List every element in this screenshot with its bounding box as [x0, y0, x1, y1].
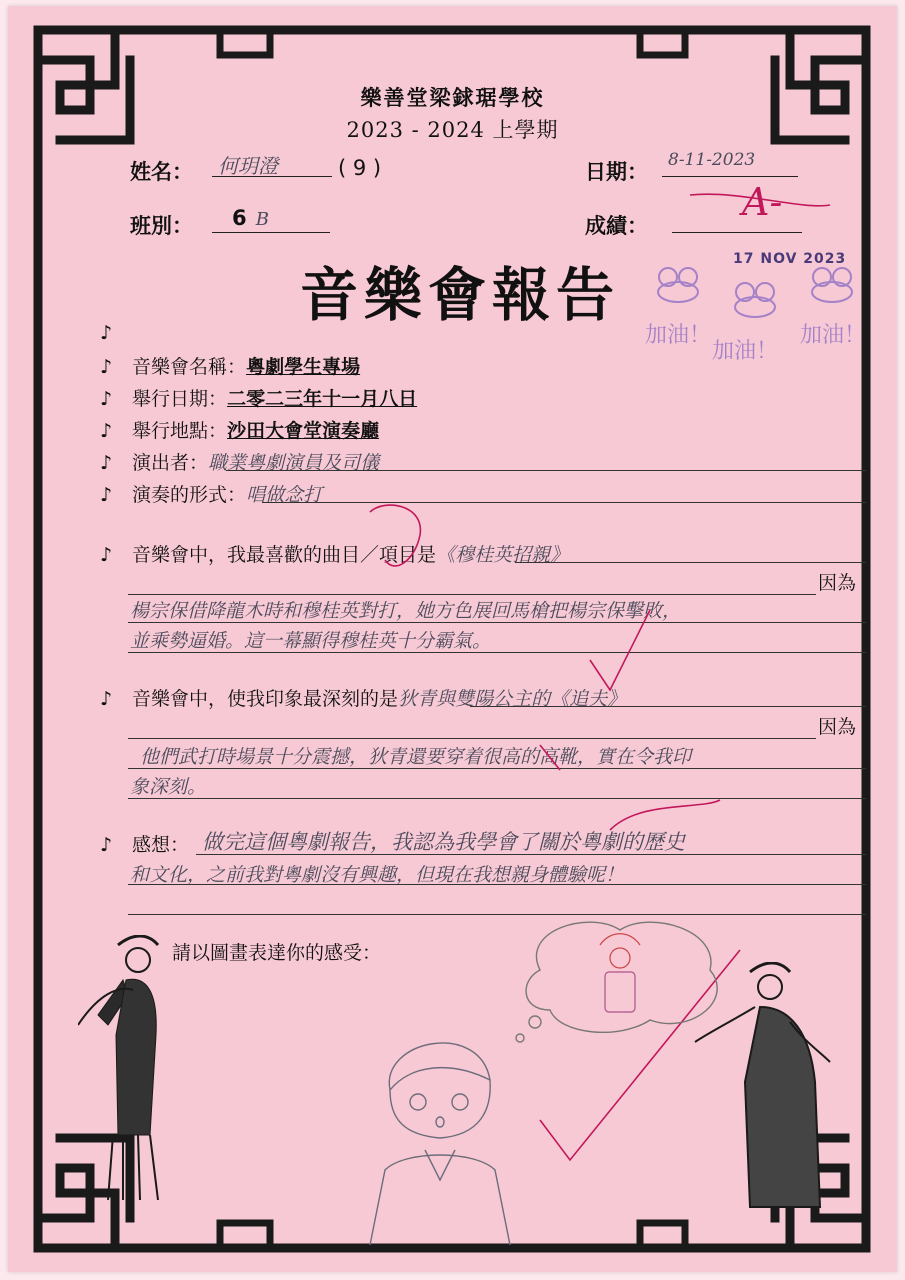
school-name: 樂善堂梁銶琚學校	[360, 85, 545, 110]
item-answer: 唱做念打	[246, 484, 323, 506]
opera-figure-left-illustration	[78, 935, 178, 1205]
student-self-portrait-drawing	[360, 1020, 520, 1250]
item-label: 舉行地點：	[132, 420, 228, 442]
item-answer: 二零二三年十一月八日	[227, 388, 418, 410]
name-label: 姓名：	[130, 160, 193, 184]
item-label: 演出者：	[132, 452, 209, 474]
date-value: 8-11-2023	[668, 150, 756, 170]
music-note-icon: ♪	[100, 388, 113, 410]
term-label: 2023 - 2024 上學期	[346, 118, 559, 142]
stamp-cheer-1: 加油！	[645, 323, 712, 348]
impression-reason-line-2: 象深刻。	[130, 776, 207, 798]
class-label: 班別：	[130, 214, 193, 238]
item-answer: 粵劇學生專場	[246, 356, 361, 378]
report-title: 音樂會報告	[300, 261, 621, 329]
drawing-prompt: 請以圖畫表達你的感受：	[172, 942, 382, 964]
music-note-icon: ♪	[100, 688, 113, 710]
stamp-cheer-3: 加油！	[800, 323, 867, 348]
music-note-icon: ♪	[100, 356, 113, 378]
music-note-icon: ♪	[100, 322, 113, 344]
favourite-reason-line-2: 並乘勢逼婚。這一幕顯得穆桂英十分霸氣。	[130, 630, 492, 652]
grade-label: 成績：	[585, 214, 648, 238]
class-value: 6	[232, 206, 247, 230]
class-value-hand: B	[255, 209, 269, 230]
favourite-reason-line-1: 楊宗保借降龍木時和穆桂英對打，她方色展回馬槍把楊宗保擊敗，	[130, 600, 682, 622]
item-answer: 沙田大會堂演奏廳	[227, 420, 380, 442]
opera-figure-right-illustration	[690, 962, 840, 1212]
music-note-icon: ♪	[100, 420, 113, 442]
impression-answer: 狄青與雙陽公主的《追夫》	[398, 688, 627, 710]
stamp-date: 17 NOV 2023	[733, 251, 847, 267]
item-label: 音樂會名稱：	[132, 356, 247, 378]
music-note-icon: ♪	[100, 544, 113, 566]
feeling-line-1: 做完這個粵劇報告，我認為我學會了關於粵劇的歷史	[202, 830, 685, 854]
music-note-icon: ♪	[100, 834, 113, 856]
favourite-because: 因為	[818, 572, 857, 594]
item-answer: 職業粵劇演員及司儀	[208, 452, 380, 474]
date-label: 日期：	[585, 160, 648, 184]
feeling-label: 感想：	[132, 834, 190, 856]
impression-because: 因為	[818, 716, 857, 738]
class-number: ( 9 )	[338, 156, 382, 180]
favourite-answer: 《穆桂英招親》	[436, 544, 570, 566]
item-label: 舉行日期：	[132, 388, 228, 410]
feeling-line-2: 和文化，之前我對粵劇沒有興趣，但現在我想親身體驗呢！	[130, 864, 625, 886]
impression-reason-line-1: 他們武打時場景十分震撼，狄青還要穿着很高的高靴，實在令我印	[140, 746, 692, 768]
music-note-icon: ♪	[100, 484, 113, 506]
favourite-question-text: 音樂會中，我最喜歡的曲目／項目是	[132, 544, 437, 566]
music-note-icon: ♪	[100, 452, 113, 474]
grade-value: A-	[742, 180, 783, 224]
item-label: 演奏的形式：	[132, 484, 247, 506]
stamp-cheer-2: 加油！	[712, 339, 779, 364]
name-value: 何玥澄	[218, 154, 278, 178]
impression-question-text: 音樂會中，使我印象最深刻的是	[132, 688, 399, 710]
